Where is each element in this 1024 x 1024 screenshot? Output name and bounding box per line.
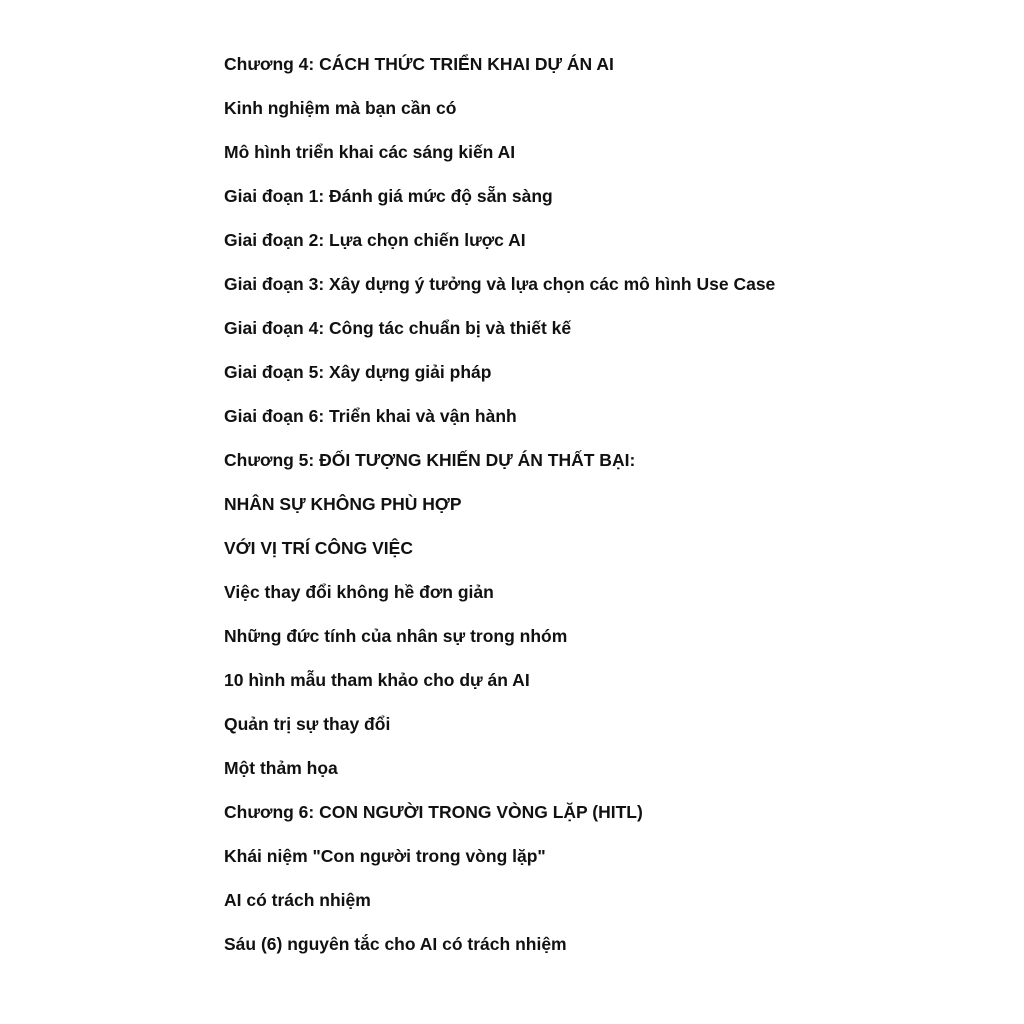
chapter-heading-continued: NHÂN SỰ KHÔNG PHÙ HỢP bbox=[224, 494, 462, 514]
toc-entry: Mô hình triển khai các sáng kiến AI bbox=[224, 142, 516, 162]
toc-entry: AI có trách nhiệm bbox=[224, 890, 371, 910]
toc-entry: Khái niệm "Con người trong vòng lặp" bbox=[224, 846, 546, 866]
toc-entry: Việc thay đổi không hề đơn giản bbox=[224, 582, 494, 602]
toc-entry: Sáu (6) nguyên tắc cho AI có trách nhiệm bbox=[224, 934, 567, 954]
toc-entry: 10 hình mẫu tham khảo cho dự án AI bbox=[224, 670, 530, 690]
chapter-heading: Chương 6: CON NGƯỜI TRONG VÒNG LẶP (HITL) bbox=[224, 802, 643, 822]
chapter-heading: Chương 4: CÁCH THỨC TRIỂN KHAI DỰ ÁN AI bbox=[224, 54, 614, 74]
toc-entry: Giai đoạn 5: Xây dựng giải pháp bbox=[224, 362, 492, 382]
toc-entry: Giai đoạn 3: Xây dựng ý tưởng và lựa chọn các mô hình Use Case bbox=[224, 274, 776, 294]
toc-entry: Giai đoạn 6: Triển khai và vận hành bbox=[224, 406, 517, 426]
chapter-heading-continued: VỚI VỊ TRÍ CÔNG VIỆC bbox=[224, 538, 413, 558]
chapter-heading: Chương 5: ĐỐI TƯỢNG KHIẾN DỰ ÁN THẤT BẠI: bbox=[224, 450, 636, 470]
toc-entry: Những đức tính của nhân sự trong nhóm bbox=[224, 626, 568, 646]
toc-entry: Một thảm họa bbox=[224, 758, 338, 778]
table-of-contents bbox=[224, 51, 984, 975]
toc-entry: Kinh nghiệm mà bạn cần có bbox=[224, 98, 457, 118]
toc-entry: Giai đoạn 2: Lựa chọn chiến lược AI bbox=[224, 230, 526, 250]
toc-entry: Giai đoạn 4: Công tác chuẩn bị và thiết kế bbox=[224, 318, 572, 338]
toc-entry: Quản trị sự thay đổi bbox=[224, 714, 391, 734]
toc-entry: Giai đoạn 1: Đánh giá mức độ sẵn sàng bbox=[224, 186, 553, 206]
